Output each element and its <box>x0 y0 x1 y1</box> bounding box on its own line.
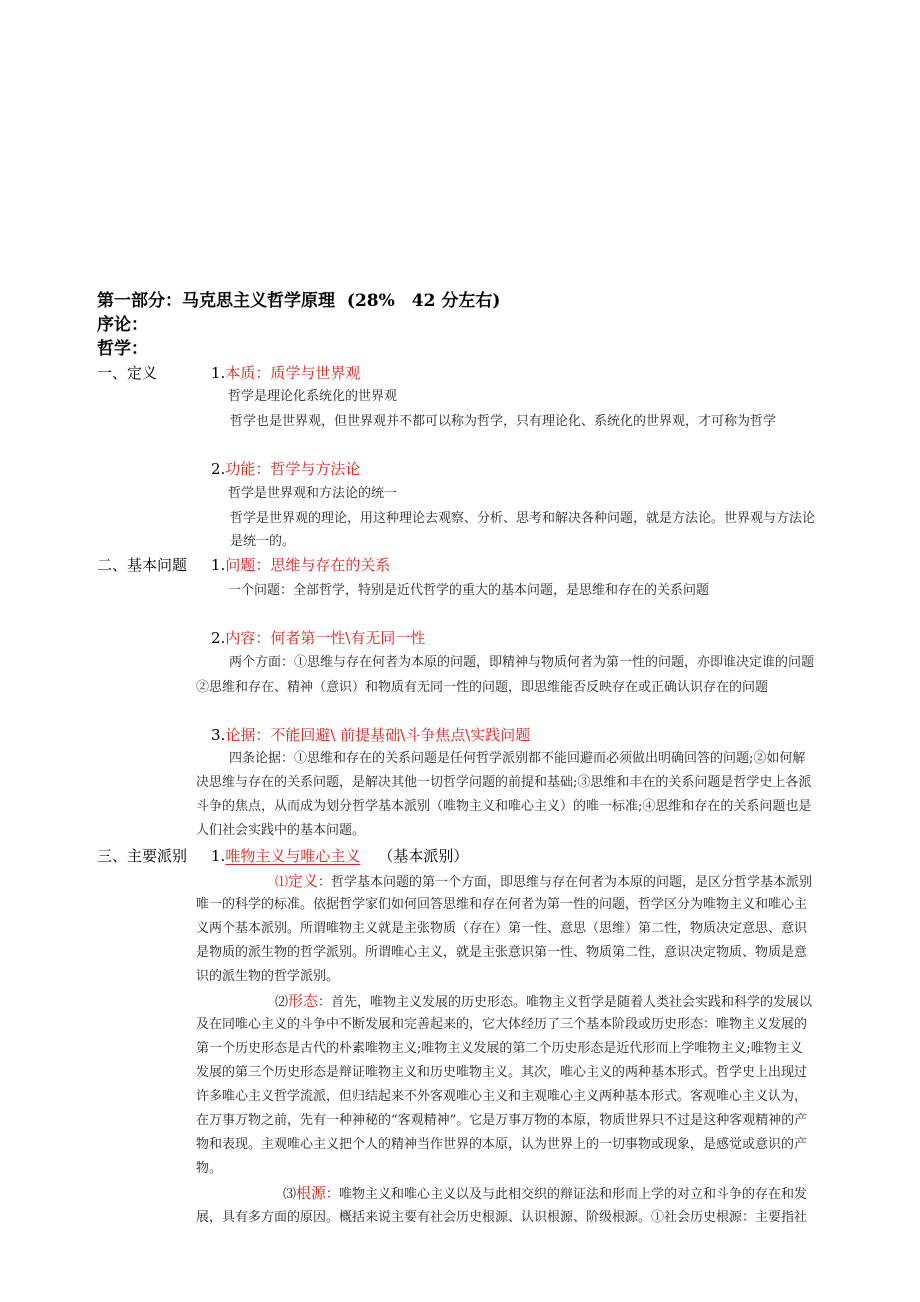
s2-p3-line-1: 四条论据：①思维和存在的关系问题是任何哲学派别都不能回避而必须做出明确回答的问题;②如何解 <box>229 751 806 766</box>
s3-d1-line-2: 唯一的科学的标准。依据哲学家们如何回答思维和存在何者为第一性的问题，哲学区分为唯物主义和唯心主 <box>196 897 808 912</box>
section-2-label: 二、基本问题 <box>97 556 188 574</box>
s3-point-1-title: 唯物主义与唯心主义 <box>225 847 361 865</box>
s1-point-2-heading: 2.功能：哲学与方法论 <box>211 460 361 478</box>
s1-p1-line-1: 哲学是理论化系统化的世界观 <box>228 389 398 404</box>
s1-point-1-heading: 1.本质：质学与世界观 <box>211 364 361 382</box>
title-main: 第一部分：马克思主义哲学原理 <box>97 291 335 311</box>
s3-d1-title: 定义 <box>288 872 319 890</box>
section-1-label: 一、定义 <box>97 364 158 382</box>
s2-p3-line-3: 斗争的焦点，从而成为划分哲学基本派别（唯物主义和唯心主义）的唯一标准;④思维和存在的关系问题也是 <box>196 799 812 814</box>
s3-point-1-heading: 1.唯物主义与唯心主义 （基本派别） <box>211 847 469 865</box>
s3-d2-title: 形态 <box>288 992 319 1010</box>
s2-p3-line-4: 人们社会实践中的基本问题。 <box>196 823 366 838</box>
s2-p2-line-2: ②思维和存在、精神（意识）和物质有无同一性的问题，即思维能否反映存在或正确认识存在的问题 <box>196 680 769 695</box>
s2-point-1-title: 问题：思维与存在的关系 <box>225 556 391 574</box>
s2-p1-line-1: 一个问题：全部哲学，特别是近代哲学的重大的基本问题，是思维和存在的关系问题 <box>228 583 710 598</box>
s1-p1-line-2: 哲学也是世界观，但世界观并不都可以称为哲学，只有理论化、系统化的世界观，才可称为哲学 <box>230 414 777 429</box>
s3-d2-line-3: 第一个历史形态是古代的朴素唯物主义;唯物主义发展的第二个历史形态是近代形而上学唯物主义;唯物主义 <box>196 1041 803 1056</box>
s3-d2-line-2: 及在同唯心主义的斗争中不断发展和完善起来的，它大体经历了三个基本阶段或历史形态：唯物主义发展的 <box>196 1017 808 1032</box>
s2-point-2-heading: 2.内容：何者第一性\有无同一性 <box>211 629 426 647</box>
section-3-label: 三、主要派别 <box>97 847 188 865</box>
s1-p2-line-3: 是统一的。 <box>230 534 296 549</box>
heading-xulun: 序论： <box>97 315 148 335</box>
document-title <box>97 293 500 310</box>
s2-point-3-title: 论据：不能回避\ 前提基础\斗争焦点\实践问题 <box>225 726 531 744</box>
s3-d1-line-5: 识的派生物的哲学派别。 <box>196 969 340 984</box>
s2-p2-line-1: 两个方面：①思维与存在何者为本原的问题，即精神与物质何者为第一性的问题，亦即谁决定谁的问题 <box>229 655 815 670</box>
s3-d2-line-4: 发展的第三个历史形态是辩证唯物主义和历史唯物主义。其次，唯心主义的两种基本形式。哲学史上出现过 <box>196 1065 808 1080</box>
heading-zhexue: 哲学： <box>97 339 148 359</box>
s3-d2-line-1: ⑵形态：首先，唯物主义发展的历史形态。唯物主义哲学是随着人类社会实践和科学的发展以 <box>275 992 813 1010</box>
s2-point-3-heading: 3.论据：不能回避\ 前提基础\斗争焦点\实践问题 <box>211 726 531 744</box>
s3-d3-title: 根源 <box>296 1184 327 1202</box>
s1-p2-line-1: 哲学是世界观和方法论的统一 <box>228 486 398 501</box>
s3-point-1-suffix: （基本派别） <box>378 847 469 865</box>
s3-d2-line-6: 在万事万物之前，先有一种神秘的“客观精神”。它是万事万物的本原，物质世界只不过是这种客观精神的产 <box>196 1113 808 1128</box>
s3-d3-line-2: 展，具有多方面的原因。概括来说主要有社会历史根源、认识根源、阶级根源。①社会历史根源：主要指社 <box>196 1210 808 1225</box>
s2-point-1-heading: 1.问题：思维与存在的关系 <box>211 556 391 574</box>
s1-p2-line-2: 哲学是世界观的理论，用这种理论去观察、分析、思考和解决各种问题，就是方法论。世界观与方法论 <box>230 511 816 526</box>
s3-d1-line-3: 义两个基本派别。所谓唯物主义就是主张物质（存在）第一性、意思（思维）第二性，物质决定意思、意识 <box>196 921 808 936</box>
s1-point-2-title: 功能：哲学与方法论 <box>225 460 361 478</box>
s3-d2-line-8: 物。 <box>196 1161 223 1176</box>
s3-d2-line-7: 物和表现。主观唯心主义把个人的精神当作世界的本原，认为世界上的一切事物或现象，是感觉或意识的产 <box>196 1137 808 1152</box>
s3-d1-line-1: ⑴定义：哲学基本问题的第一个方面，即思维与存在何者为本原的问题，是区分哲学基本派别 <box>275 872 813 890</box>
s3-d2-line-5: 许多唯心主义哲学流派，但归结起来不外客观唯心主义和主观唯心主义两种基本形式。客观唯心主义认为， <box>196 1089 808 1104</box>
s3-d1-line-4: 是物质的派生物的哲学派别。所谓唯心主义，就是主张意识第一性、物质第二性，意识决定物质、物质是意 <box>196 945 808 960</box>
s3-d3-line-1: ⑶根源：唯物主义和唯心主义以及与此相交织的辩证法和形而上学的对立和斗争的存在和发 <box>283 1184 808 1202</box>
s1-point-1-title: 本质：质学与世界观 <box>225 364 361 382</box>
title-weight: (28% 42 分左右) <box>346 291 501 311</box>
s2-point-2-title: 内容：何者第一性\有无同一性 <box>225 629 426 647</box>
s2-p3-line-2: 决思维与存在的关系问题，是解决其他一切哲学问题的前提和基础;③思维和丰在的关系问题是哲学史上各派 <box>196 775 812 790</box>
